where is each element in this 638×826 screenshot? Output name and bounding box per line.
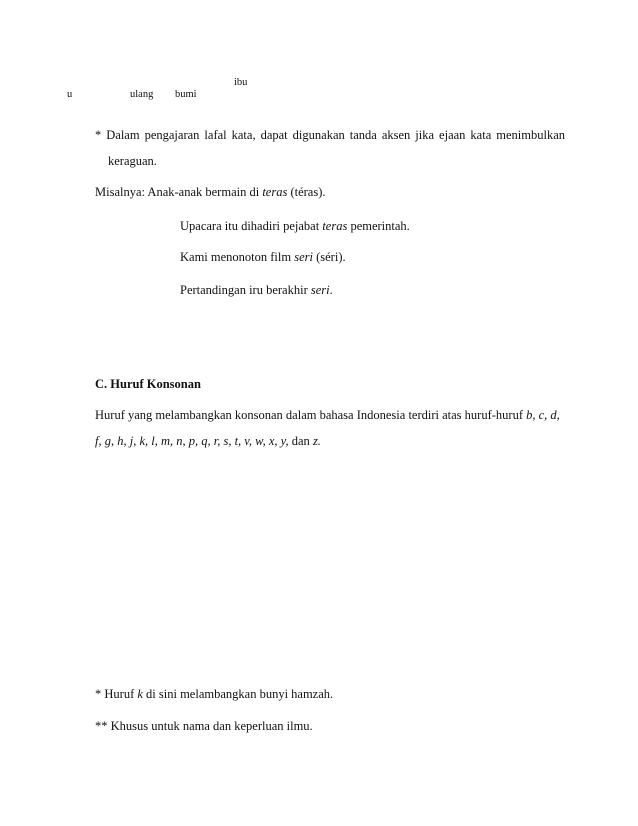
- section-c-para-text: Huruf yang melambangkan konsonan dalam bahasa Indonesia terdiri atas huruf-huruf: [95, 408, 527, 422]
- footnote-1: [95, 688, 333, 701]
- section-c-para-letters1: b, c, d,: [526, 408, 560, 422]
- example-3-prefix: Kami menonoton film: [180, 250, 295, 264]
- example-4: [180, 284, 333, 297]
- example-lead-prefix: Misalnya: Anak-anak bermain di: [95, 185, 263, 199]
- example-2: [180, 220, 410, 233]
- example-3: [180, 251, 346, 264]
- example-3-italic: seri: [294, 250, 313, 264]
- example-lead-suffix: (téras).: [287, 185, 326, 199]
- accent-note-line1: * Dalam pengajaran lafal kata, dapat digunakan tanda aksen jika ejaan kata menimbulkan: [95, 128, 565, 142]
- section-c-heading: C. Huruf Konsonan: [95, 377, 201, 391]
- table-cell-ibu: ibu: [234, 77, 248, 88]
- example-2-italic: teras: [322, 219, 348, 233]
- example-4-prefix: Pertandingan iru berakhir: [180, 283, 311, 297]
- section-c-para-line1: [95, 409, 560, 422]
- table-cell-ulang: ulang: [130, 89, 154, 100]
- footnote-2: ** Khusus untuk nama dan keperluan ilmu.: [95, 719, 313, 733]
- table-cell-u: u: [67, 89, 73, 100]
- section-c-para-z: z.: [312, 434, 321, 448]
- example-4-suffix: .: [329, 283, 333, 297]
- example-3-suffix: (séri).: [312, 250, 346, 264]
- footnote-1-suffix: di sini melambangkan bunyi hamzah.: [142, 687, 334, 701]
- accent-note-line2: keraguan.: [108, 154, 157, 168]
- example-lead-italic: teras: [262, 185, 288, 199]
- table-cell-bumi: bumi: [175, 89, 197, 100]
- example-2-suffix: pemerintah.: [347, 219, 410, 233]
- example-2-prefix: Upacara itu dihadiri pejabat: [180, 219, 323, 233]
- section-c-para-dan: dan: [288, 434, 313, 448]
- example-4-italic: seri: [310, 283, 330, 297]
- example-lead: [95, 186, 326, 199]
- section-c-para-line2: [95, 435, 321, 448]
- section-c-para-letters2: f, g, h, j, k, l, m, n, p, q, r, s, t, v, w, x, y,: [95, 434, 289, 448]
- footnote-1-prefix: * Huruf: [95, 687, 138, 701]
- footnote-1-italic: k: [137, 687, 143, 701]
